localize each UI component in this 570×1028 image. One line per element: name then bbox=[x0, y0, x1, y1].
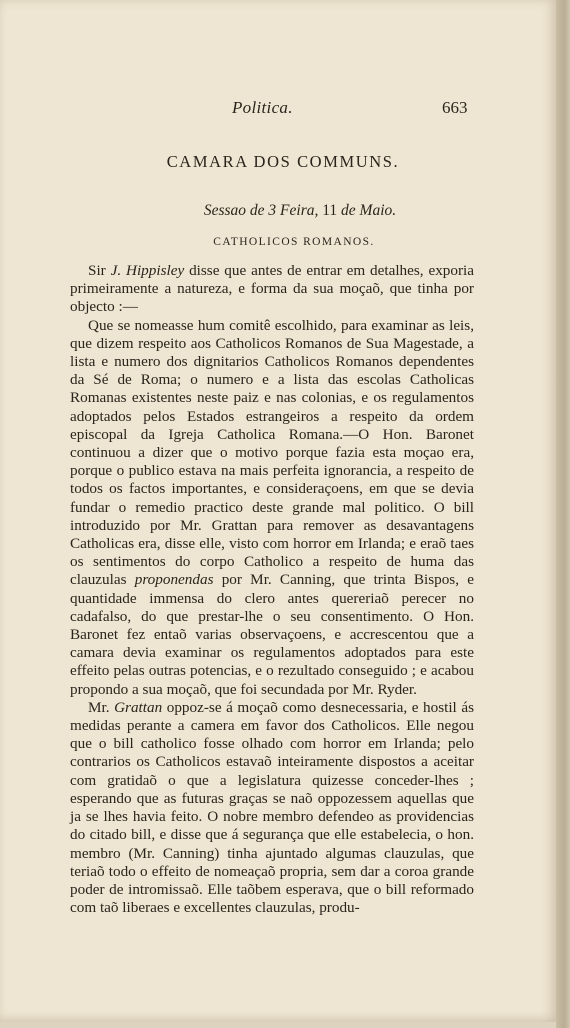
page-edge bbox=[556, 0, 570, 1028]
text-run: Que se nomeasse hum comitê escolhido, para examinar as leis, que dizem respeito aos Catholicos Romanos de Sua Magestade, a lista e numero dos dignitarios Catholicos Romanos dependentes da Sé de Roma; o numero e a lista das escolas Catholicas Romanas existentes neste paiz e nas colonias, e os regulamentos adoptados pelos Estados estrangeiros a respeito da ordem episcopal da Igreja Catholica Romana.—O Hon. Baronet continuou a dizer que o motivo porque fazia esta moçao era, porque o publico estava na mais perfeita ignorancia, a respeito de todos os factos importantes, e consideraçoens, em que se devia fundar o remedio practico deste grande mal politico. O bill introduzido por Mr. Grattan para remover as desavantagens Catholicas era, disse elle, visto com horror em Irlanda; e eraõ taes os sentimentos do corpo Catholico a respeito de huma das clauzulas bbox=[70, 316, 474, 589]
text-run: disse que antes de entrar em detalhes, exporia primeiramente a natureza, e forma da sua moçaõ, que tinha por objecto :— bbox=[70, 262, 474, 316]
session-date-number: 11 bbox=[318, 202, 342, 219]
session-month: de Maio. bbox=[341, 202, 397, 219]
subject-heading: CATHOLICOS ROMANOS. bbox=[213, 236, 375, 248]
running-head-title: Politica. bbox=[232, 98, 293, 117]
text-run: Mr. bbox=[88, 698, 115, 716]
text-run: por Mr. Canning, que trinta Bispos, e quantidade immensa do clero antes quereriaõ perecer no cadafalso, do que prestar-lhe o seu consentimento. O Hon. Baronet fez entaõ varias observaçoens, e accrescentou que a camara devia examinar os regulamentos adoptados para este effeito pelas outras potencias, e o rezultado conseguido ; e acabou propondo a sua moçaõ, que foi secundada por Mr. Ryder. bbox=[70, 571, 474, 698]
session-heading bbox=[0, 202, 556, 220]
paragraph bbox=[70, 317, 474, 699]
text-run: oppoz-se á moçaõ como desnecessaria, e hostil ás medidas perante a camera em favor dos Catholicos. Elle negou que o bill catholico fosse olhado com horror em Irlanda; pelo contrarios os Catholicos estavaõ inteiramente dispostos a aceitar com gratidaõ o que a legislatura quizesse conceder-lhes ; esperando que as futuras graças se naõ oppozessem aquellas que ja se lhes havia feito. O nobre membro defendeo as providencias do citado bill, e disse que á segurança que elle estabelecia, o hon. membro (Mr. Canning) tinha ajuntado algumas clauzulas, que teriaõ todo o effeito de nomeaçaõ propria, sem dar a coroa grande poder de intromissaõ. Elle taõbem esperava, que o bill reformado com taõ liberaes e excellentes clauzulas, produ- bbox=[70, 698, 474, 917]
session-day: Sessao de 3 Feira, bbox=[203, 202, 319, 219]
section-title: CAMARA DOS COMMUNS. bbox=[166, 152, 400, 171]
page-number: 663 bbox=[442, 98, 468, 117]
paragraph bbox=[70, 262, 474, 317]
italic-text: Grattan bbox=[114, 698, 163, 716]
article-body bbox=[70, 262, 474, 917]
italic-text: J. Hippisley bbox=[110, 262, 185, 279]
text-run: Sir bbox=[88, 262, 111, 279]
running-head bbox=[0, 98, 556, 122]
paragraph bbox=[70, 699, 474, 917]
italic-text: proponendas bbox=[134, 571, 214, 589]
